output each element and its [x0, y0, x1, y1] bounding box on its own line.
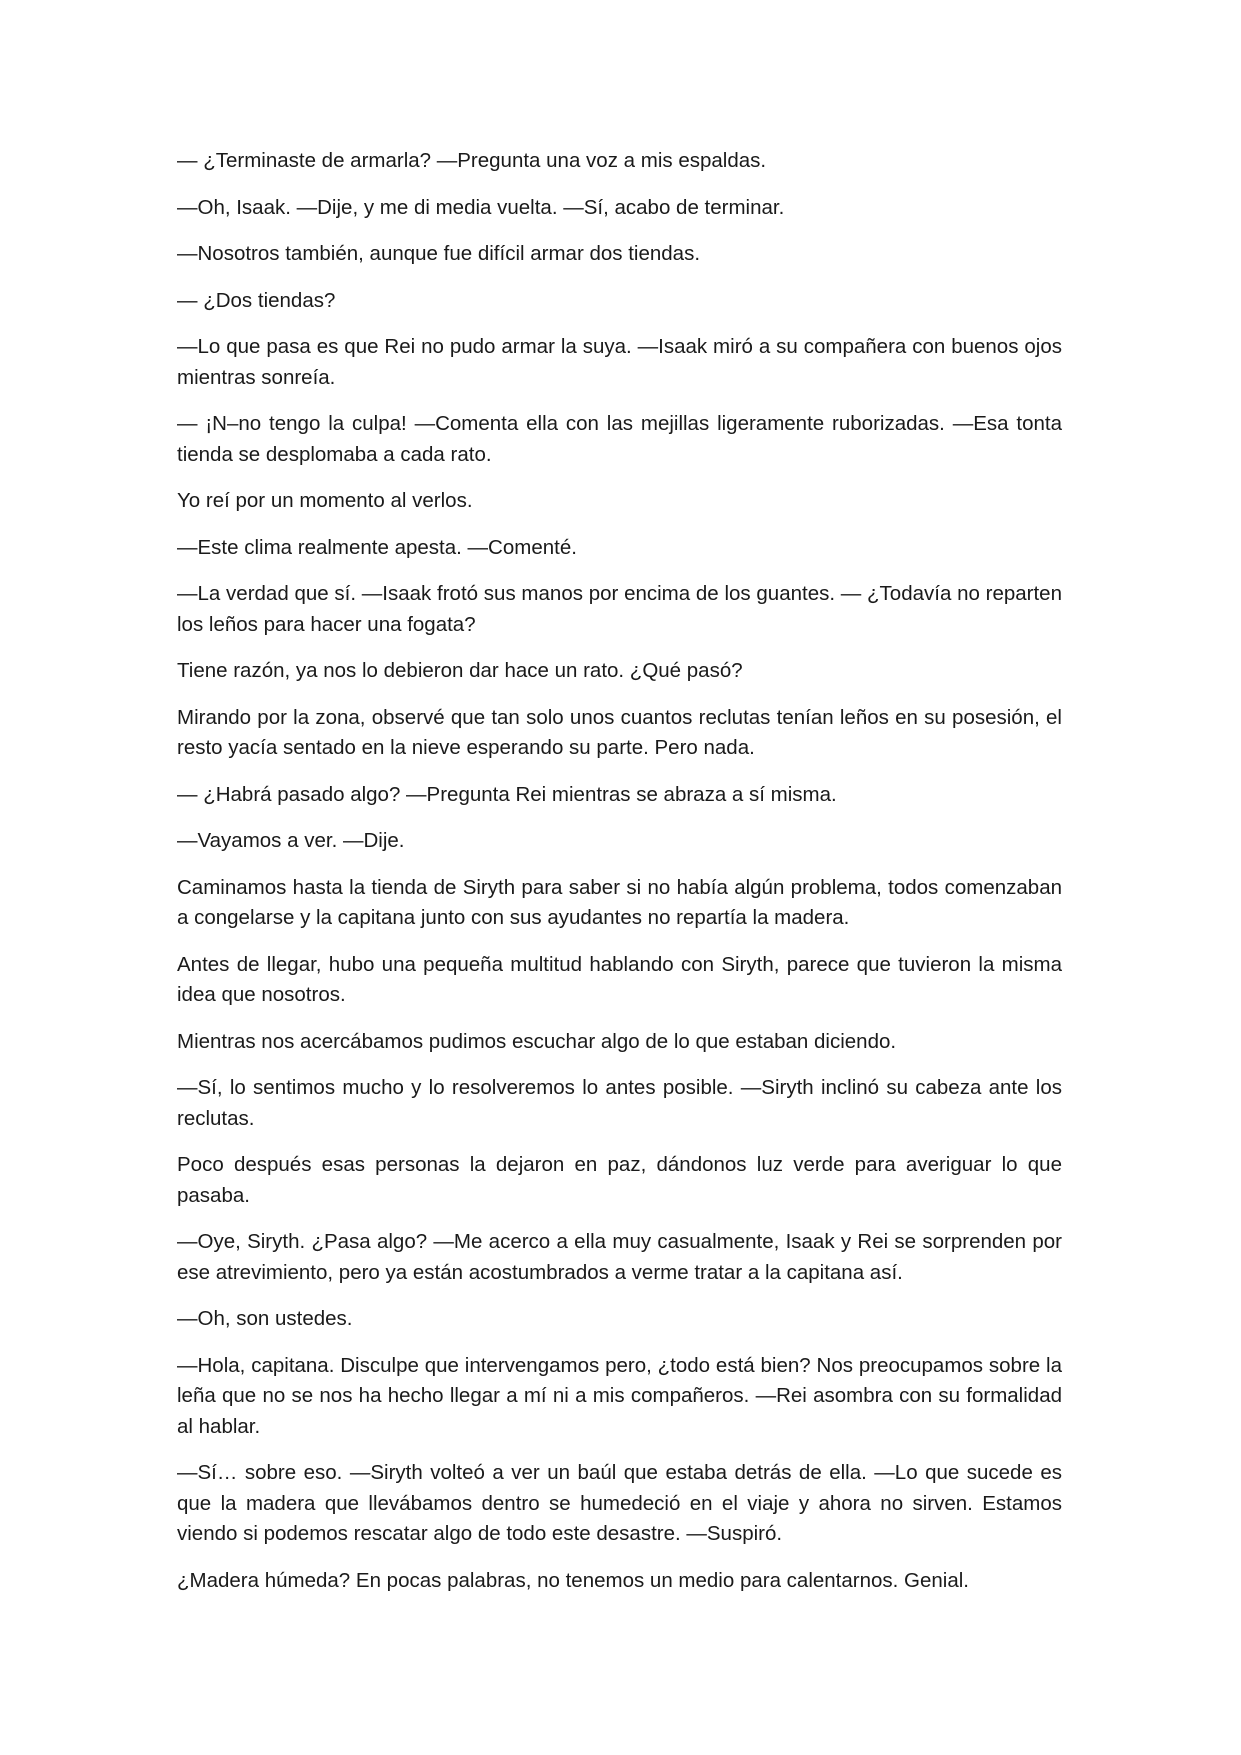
paragraph: —Oh, son ustedes. [177, 1307, 353, 1330]
paragraph: Mientras nos acercábamos pudimos escuchar algo de lo que estaban diciendo. [177, 1029, 897, 1053]
paragraph: —Lo que pasa es que Rei no pudo armar la suya. —Isaak miró a su compañera con buenos ojos mientras sonreía. [177, 335, 1062, 389]
paragraph: —Nosotros también, aunque fue difícil armar dos tiendas. [177, 242, 701, 265]
paragraph: —Vayamos a ver. —Dije. [177, 829, 405, 852]
paragraph: —Hola, capitana. Disculpe que intervengamos pero, ¿todo está bien? Nos preocupamos sobre la leña que no se nos ha hecho llegar a mí ni a mis compañeros. —Rei asombra con su formalidad al hablar. [177, 1353, 1062, 1438]
paragraph: —Sí… sobre eso. —Siryth volteó a ver un baúl que estaba detrás de ella. —Lo que sucede es que la madera que llevábamos dentro se humedeció en el viaje y ahora no sirven. Estamos viendo si podemos rescatar algo de todo este desastre. —Suspiró. [177, 1461, 1062, 1545]
paragraph: Mirando por la zona, observé que tan solo unos cuantos reclutas tenían leños en su posesión, el resto yacía sentado en la nieve esperando su parte. Pero nada. [177, 705, 1062, 759]
paragraph: —Este clima realmente apesta. —Comenté. [177, 535, 577, 559]
paragraph: Caminamos hasta la tienda de Siryth para saber si no había algún problema, todos comenzaban a congelarse y la capitana junto con sus ayudantes no repartía la madera. [177, 875, 1062, 929]
paragraph: Yo reí por un momento al verlos. [177, 489, 473, 512]
paragraph: Tiene razón, ya nos lo debieron dar hace un rato. ¿Qué pasó? [177, 659, 743, 682]
paragraph: — ¿Dos tiendas? [177, 288, 336, 312]
paragraph: Poco después esas personas la dejaron en paz, dándonos luz verde para averiguar lo que pasaba. [177, 1153, 1062, 1207]
paragraph: — ¿Habrá pasado algo? —Pregunta Rei mientras se abraza a sí misma. [177, 782, 837, 806]
paragraph: ¿Madera húmeda? En pocas palabras, no tenemos un medio para calentarnos. Genial. [177, 1568, 970, 1592]
paragraph: —Oye, Siryth. ¿Pasa algo? —Me acerco a ella muy casualmente, Isaak y Rei se sorprenden por ese atrevimiento, pero ya están acostumbrados a verme tratar a la capitana así. [177, 1230, 1062, 1284]
paragraph: — ¿Terminaste de armarla? —Pregunta una voz a mis espaldas. [177, 149, 767, 172]
paragraph: Antes de llegar, hubo una pequeña multitud hablando con Siryth, parece que tuvieron la misma idea que nosotros. [177, 952, 1062, 1006]
paragraph: —La verdad que sí. —Isaak frotó sus manos por encima de los guantes. — ¿Todavía no reparten los leños para hacer una fogata? [177, 582, 1062, 636]
document-body [177, 146, 1062, 1612]
paragraph: — ¡N–no tengo la culpa! —Comenta ella con las mejillas ligeramente ruborizadas. —Esa tonta tienda se desplomaba a cada rato. [177, 412, 1062, 466]
paragraph: —Oh, Isaak. —Dije, y me di media vuelta. —Sí, acabo de terminar. [177, 195, 785, 219]
paragraph: —Sí, lo sentimos mucho y lo resolveremos lo antes posible. —Siryth inclinó su cabeza ante los reclutas. [177, 1076, 1062, 1130]
